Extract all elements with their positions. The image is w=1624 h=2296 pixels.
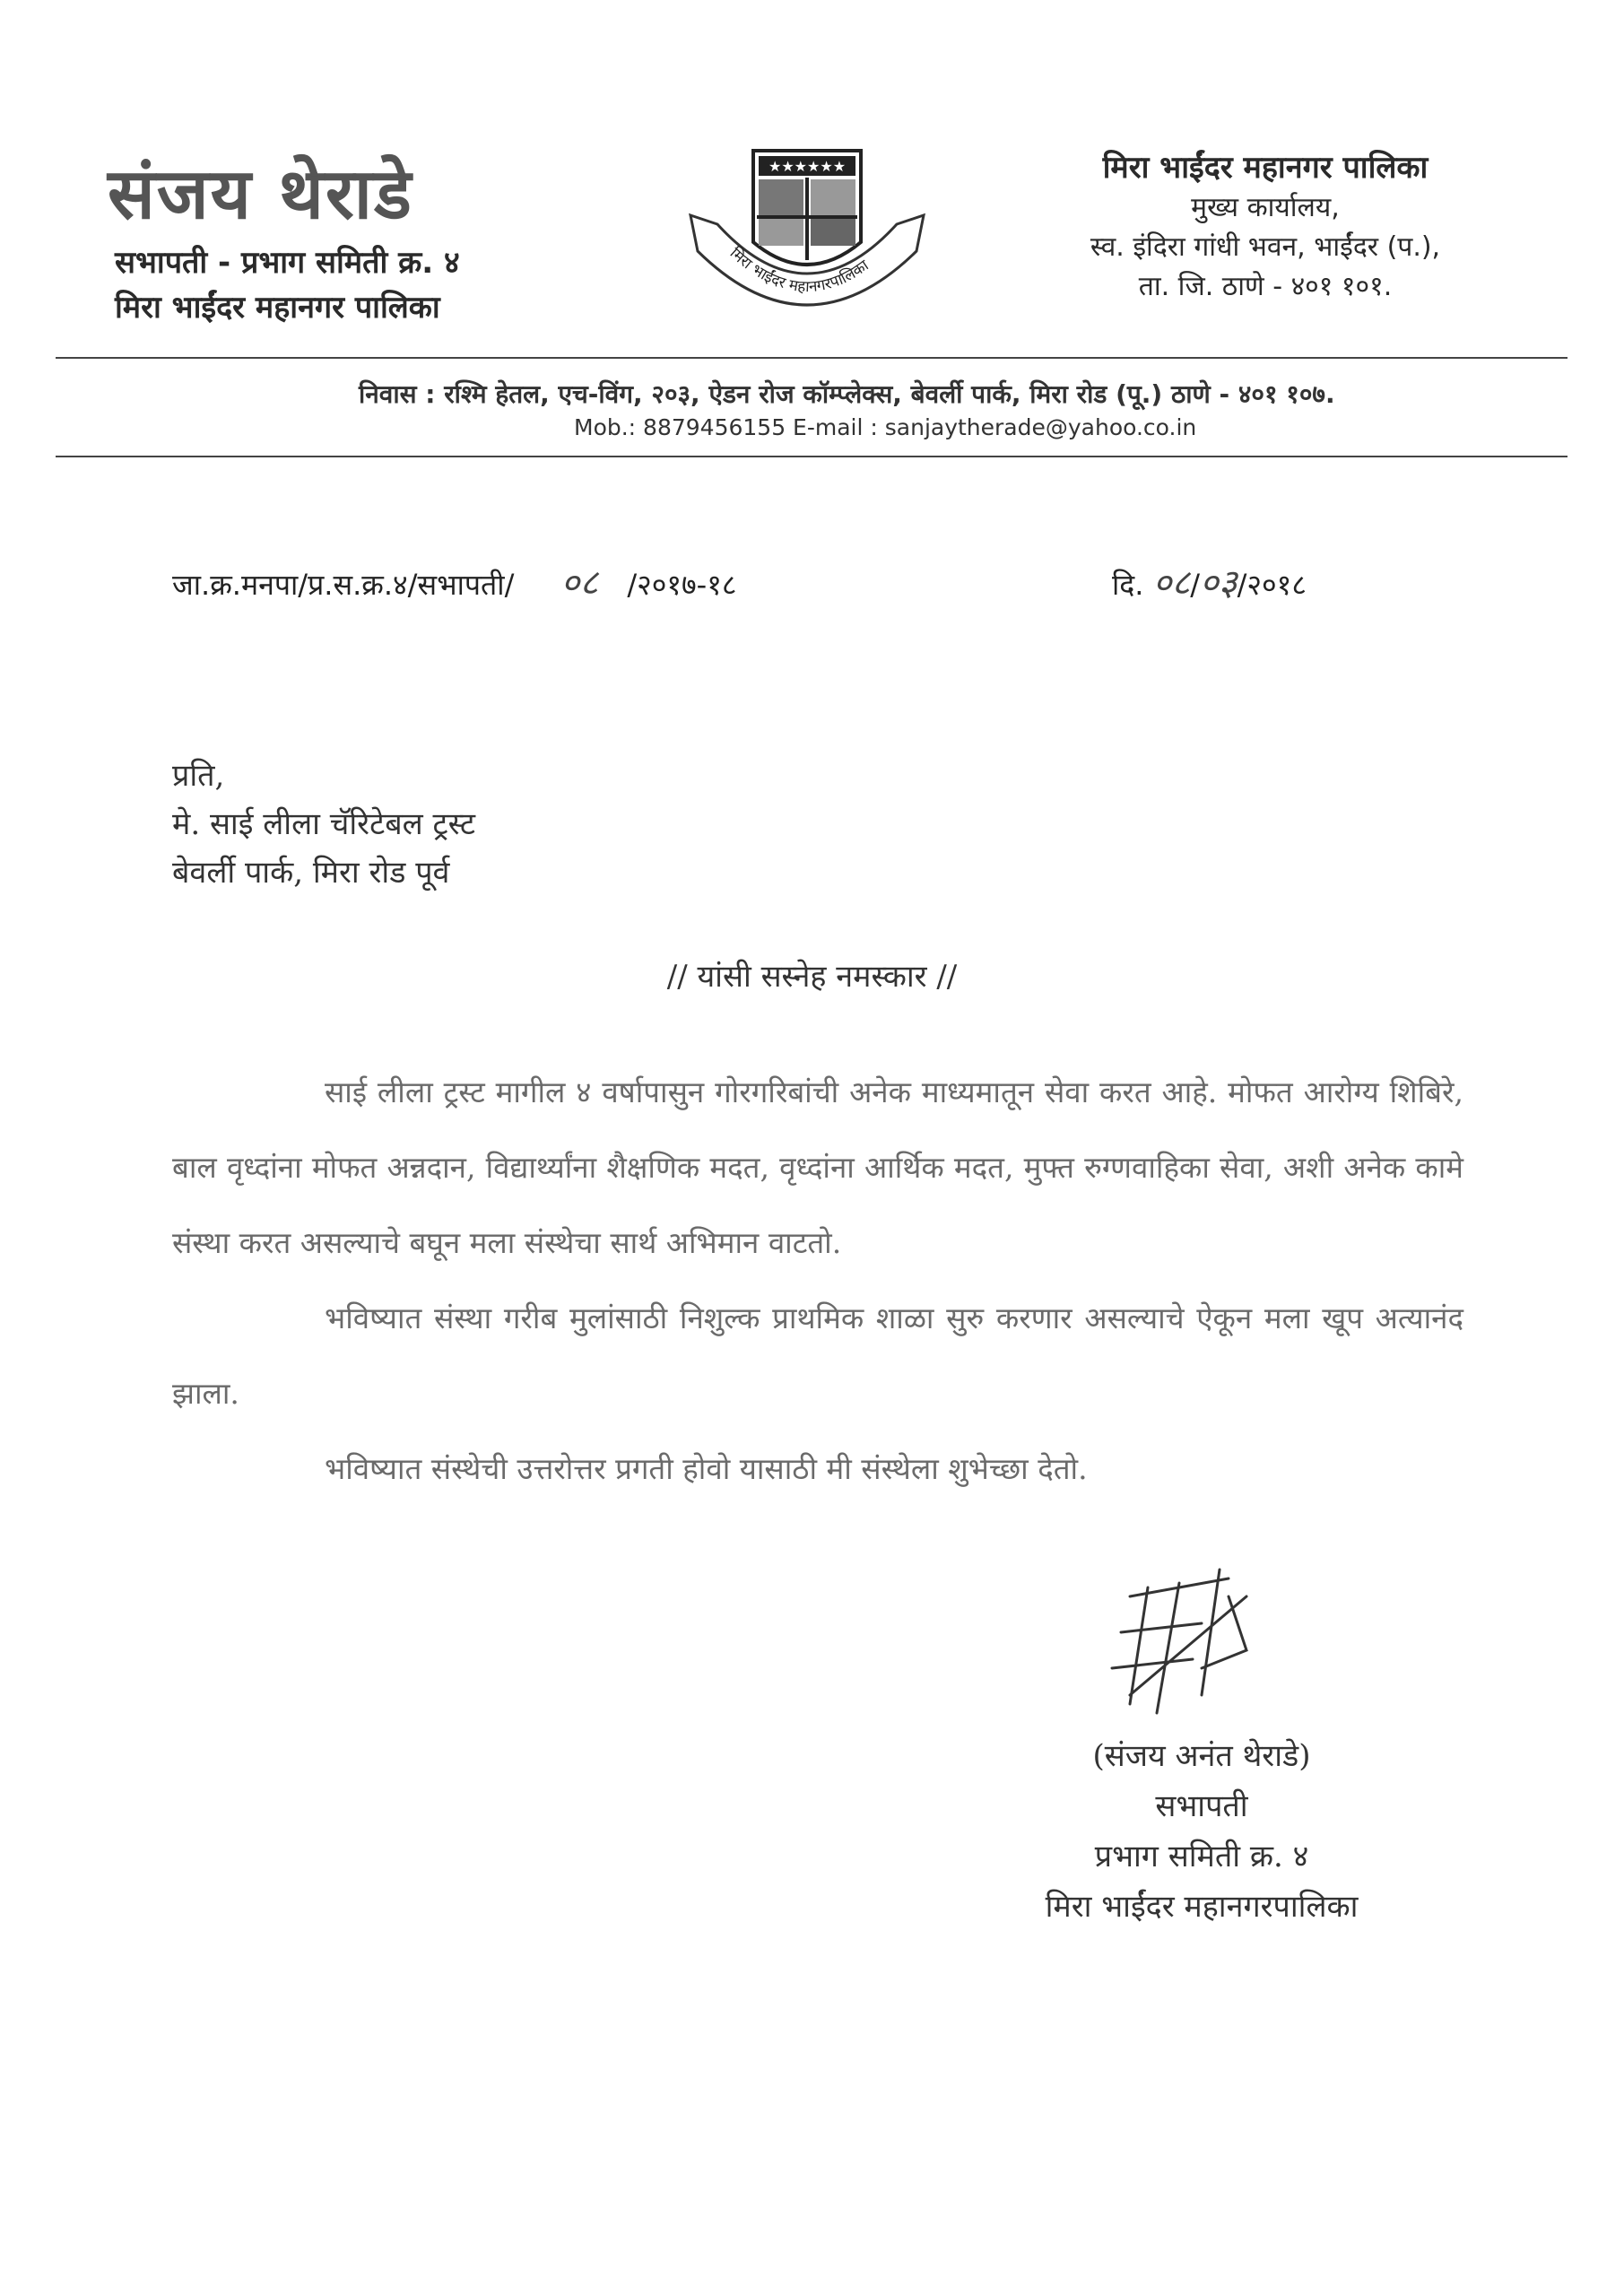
reference-number (172, 556, 736, 605)
salutation: // यांसी सस्नेह नमस्कार // (666, 959, 958, 995)
office-line-1: मुख्य कार्यालय, (1191, 192, 1340, 223)
letterhead-name: संजय थेराडे (108, 154, 413, 235)
residence-address: निवास : रश्मि हेतल, एच-विंग, २०३, ऐडन रोज कॉम्प्लेक्स, बेवर्ली पार्क, मिरा रोड (पू.) ठाणे - ४०१ १०७. (359, 379, 1335, 409)
office-line-3: ता. जि. ठाणे - ४०१ १०१. (1138, 271, 1393, 302)
letter-date: दि. ०८/०३/२०१८ (1112, 562, 1307, 604)
signatory-committee: प्रभाग समिती क्र. ४ (1094, 1839, 1309, 1874)
reference-handwritten-number: ०८ (560, 562, 599, 604)
addressee-line-1: प्रति, (172, 758, 225, 794)
office-title: मिरा भाईंदर महानगर पालिका (1102, 150, 1429, 186)
date-day: ०८ (1152, 562, 1191, 604)
header-divider-top (56, 357, 1568, 359)
municipal-emblem-icon (682, 135, 933, 341)
signature-icon (1094, 1561, 1273, 1731)
contact-info: Mob.: 8879456155 E-mail : sanjaytherade@yahoo.co.in (574, 414, 1197, 440)
signatory-name: (संजय अनंत थेराडे) (1092, 1738, 1311, 1774)
letterhead-role: सभापती - प्रभाग समिती क्र. ४ (115, 245, 460, 281)
addressee-line-2: मे. साई लीला चॅरिटेबल ट्रस्ट (172, 806, 475, 842)
svg-text:★★★★★★: ★★★★★★ (768, 158, 847, 175)
letterhead-organization: मिरा भाईंदर महानगर पालिका (115, 290, 440, 326)
body-paragraph-1: साई लीला ट्रस्ट मागील ४ वर्षापासुन गोरगरिबांची अनेक माध्यमातून सेवा करत आहे. मोफत आरोग्य शिबिरे, बाल वृध्दांना मोफत अन्नदान, विद्यार्थ्यांना शैक्षणिक मदत, वृध्दांना आर्थिक मदत, मुफ्त रुग्णवाहिका सेवा, अशी अनेक कामे संस्था करत असल्याचे बघून मला संस्थेचा सार्थ अभिमान वाटतो. (172, 1074, 1463, 1260)
date-month: ०३ (1200, 562, 1238, 604)
reference-prefix: जा.क्र.मनपा/प्र.स.क्र.४/सभापती/ (172, 568, 515, 602)
signature-block (951, 1731, 1453, 1932)
letter-body (172, 1055, 1463, 1507)
signatory-title: सभापती (1155, 1788, 1248, 1824)
date-label: दि. (1112, 568, 1144, 602)
body-paragraph-2: भविष्यात संस्था गरीब मुलांसाठी निशुल्क प्राथमिक शाळा सुरु करणार असल्याचे ऐकून मला खूप अत्यानंद झाला. (172, 1300, 1463, 1411)
header-divider-bottom (56, 456, 1568, 457)
office-address-block (1059, 147, 1472, 307)
reference-year: /२०१७-१८ (627, 568, 737, 602)
addressee-line-3: बेवर्ली पार्क, मिरा रोड पूर्व (172, 855, 450, 891)
signatory-organization: मिरा भाईंदर महानगरपालिका (1045, 1889, 1359, 1925)
date-year: २०१८ (1246, 568, 1307, 602)
body-paragraph-3: भविष्यात संस्थेची उत्तरोत्तर प्रगती होवो यासाठी मी संस्थेला शुभेच्छा देतो. (325, 1451, 1088, 1486)
office-line-2: स्व. इंदिरा गांधी भवन, भाईंदर (प.), (1090, 231, 1441, 263)
emblem-text: मिरा भाईंदर महानगरपालिका (725, 244, 873, 297)
